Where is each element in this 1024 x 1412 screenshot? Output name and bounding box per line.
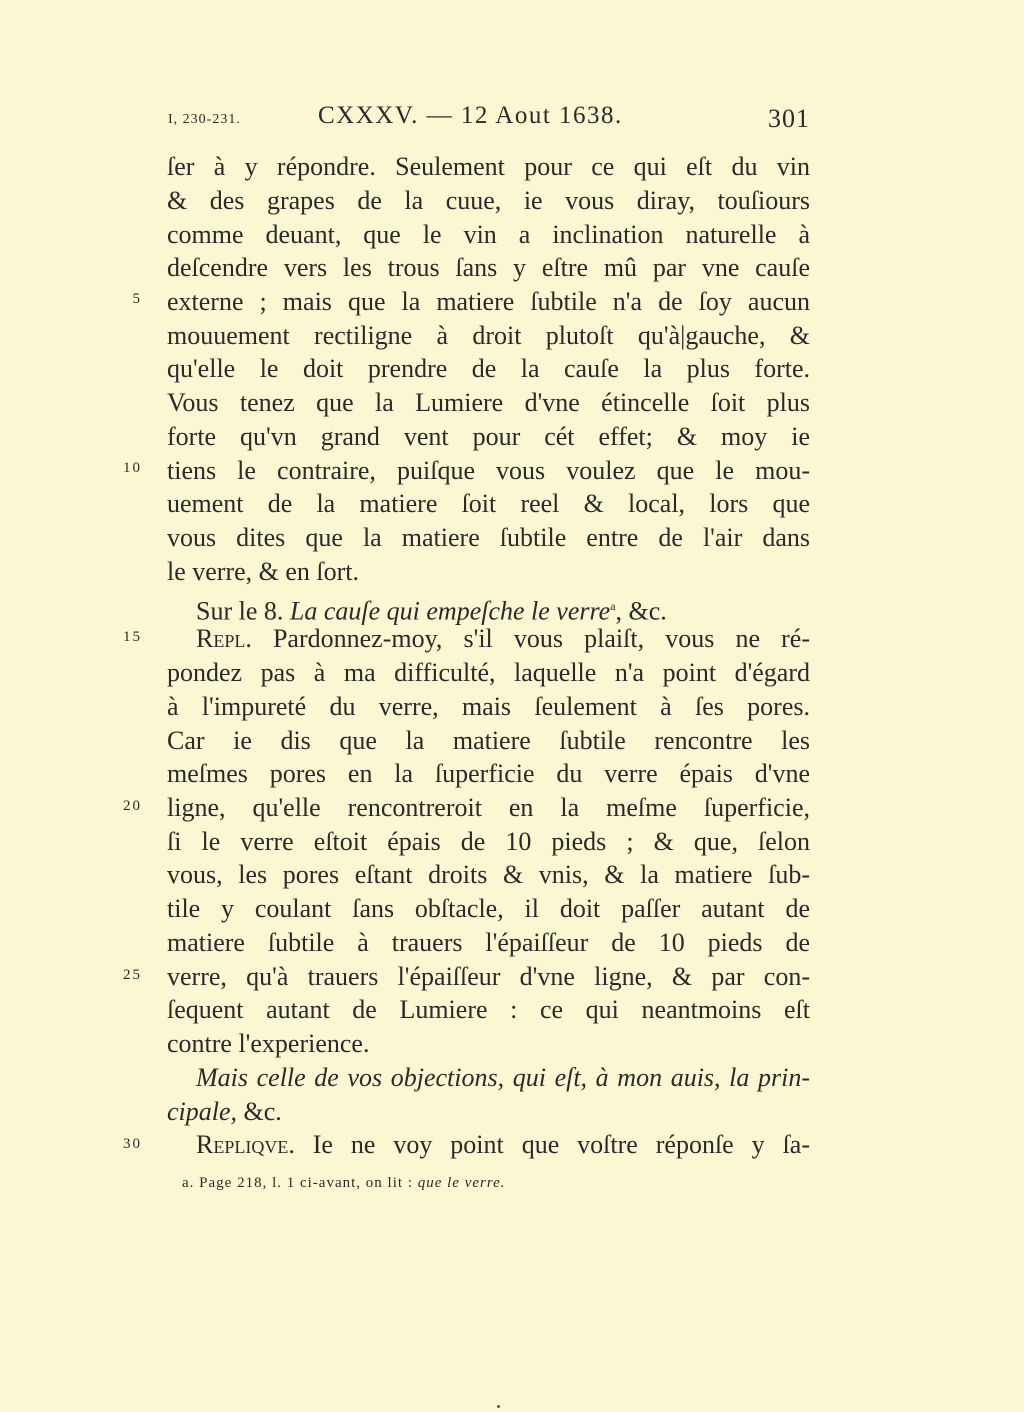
text-line-22: vous, les pores eſtant droits & vnis, & la matiere ſub- [167, 860, 810, 889]
text-line-10: tiens le contraire, puiſque vous voulez que le mou- [167, 456, 810, 485]
replique-label: Repliqve. [196, 1130, 295, 1159]
text-line-1: ſer à y répondre. Seulement pour ce qui eſt du vin [167, 152, 810, 181]
line-number-15: 15 [123, 629, 142, 645]
text-line-11: uement de la matiere ſoit reel & local, lors que [167, 489, 810, 518]
text-line-13: le verre, & en ſort. [167, 557, 360, 586]
text-line-8: Vous tenez que la Lumiere d'vne étincelle ſoit plus [167, 388, 810, 417]
text-line-24: matiere ſubtile à trauers l'épaiſſeur de 10 pieds de [167, 928, 810, 957]
line-number-10: 10 [123, 460, 142, 476]
text-line-3: comme deuant, que le vin a inclination naturelle à [167, 220, 810, 249]
text-line-12: vous dites que la matiere ſubtile entre de l'air dans [167, 523, 810, 552]
text-line-5: externe ; mais que la matiere ſubtile n'a de ſoy aucun [167, 287, 810, 316]
text-line-21: ſi le verre eſtoit épais de 10 pieds ; & que, ſelon [167, 827, 810, 856]
line-number-25: 25 [123, 967, 142, 983]
text-line-18: Car ie dis que la matiere ſubtile rencontre les [167, 726, 810, 755]
text-line-4: deſcendre vers les trous ſans y eſtre mû par vne cauſe [167, 253, 810, 282]
text-line-27: contre l'experience. [167, 1029, 370, 1058]
mais-line-2-suffix: &c. [237, 1097, 282, 1126]
sur-le-suffix: , &c. [615, 596, 667, 626]
sur-le-prefix: Sur le 8. [196, 596, 290, 626]
mais-line-1: Mais celle de vos objections, qui eſt, à mon auis, la prin- [196, 1063, 810, 1092]
repl-first-text: Pardonnez-moy, s'il vous plaiſt, vous ne ré- [251, 624, 810, 653]
footnote-text: a. Page 218, l. 1 ci-avant, on lit : [182, 1175, 418, 1191]
text-line-20: ligne, qu'elle rencontreroit en la meſme ſuperficie, [167, 793, 810, 822]
text-line-6: mouuement rectiligne à droit plutoſt qu'à|gauche, & [167, 321, 810, 350]
text-line-25: verre, qu'à trauers l'épaiſſeur d'vne ligne, & par con- [167, 962, 810, 991]
mais-line-2-italic: cipale, [167, 1097, 238, 1126]
volume-reference: I, 230-231. [168, 112, 241, 127]
sur-le-quote: La cauſe qui empeſche le verre [289, 596, 611, 626]
sur-le-line [196, 589, 810, 626]
letter-title: CXXXV. — 12 Aout 1638. [318, 102, 623, 129]
footnote [182, 1175, 506, 1192]
text-line-16: pondez pas à ma difficulté, laquelle n'a point d'égard [167, 658, 810, 687]
text-line-23: tile y coulant ſans obſtacle, il doit paſſer autant de [167, 894, 810, 923]
repl-line [196, 622, 810, 656]
text-line-7: qu'elle le doit prendre de la cauſe la plus forte. [167, 354, 810, 383]
line-number-20: 20 [123, 798, 142, 814]
page-number: 301 [768, 104, 810, 133]
text-line-26: ſequent autant de Lumiere : ce qui neantmoins eſt [167, 995, 810, 1024]
footnote-mark: a [610, 599, 616, 613]
line-number-30: 30 [123, 1136, 142, 1152]
text-line-9: forte qu'vn grand vent pour cét effet; & moy ie [167, 422, 810, 451]
text-line-17: à l'impureté du verre, mais ſeulement à ſes pores. [167, 692, 810, 721]
mais-line-2 [167, 1095, 810, 1129]
replique-line [196, 1128, 810, 1162]
page-speck [497, 1405, 500, 1408]
text-line-19: meſmes pores en la ſuperficie du verre épais d'vne [167, 759, 810, 788]
replique-text: Ie ne voy point que voſtre réponſe y ſa- [294, 1130, 810, 1159]
repl-label: Repl. [196, 624, 252, 653]
footnote-quote: que le verre. [417, 1175, 506, 1191]
page-header [0, 100, 1024, 140]
line-number-5: 5 [132, 291, 142, 307]
text-line-2: & des grapes de la cuue, ie vous diray, touſiours [167, 186, 810, 215]
